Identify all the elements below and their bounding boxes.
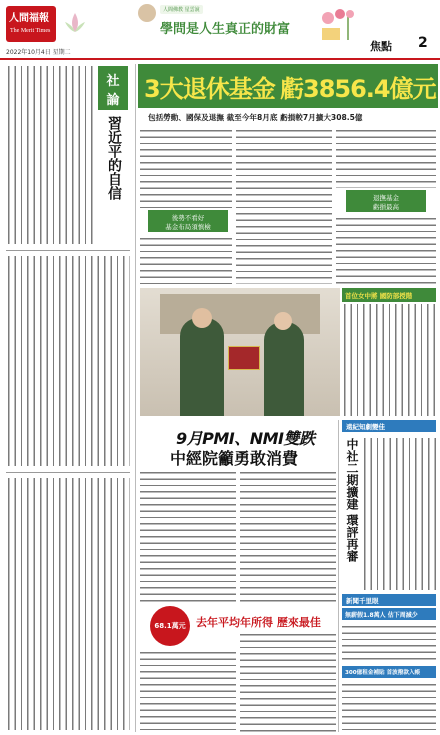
pension-text-col1b — [140, 236, 232, 284]
logo-text: 人間福報 — [9, 13, 49, 24]
issue-date: 2022年10月4日 星期二 — [6, 49, 71, 56]
sidebar-text-2 — [342, 624, 436, 664]
sidebar-box-2 — [342, 594, 436, 606]
income-text-col2 — [240, 632, 336, 732]
pension-subhead3: 退撫基金 — [373, 194, 399, 202]
pension-subhead4: 虧損最高 — [373, 203, 399, 211]
headline-main: 3大退休基金 — [144, 75, 275, 103]
section-name: 焦點 — [370, 40, 392, 53]
logo-english: The Merit Times — [10, 28, 51, 34]
pension-subhead-box2 — [346, 190, 426, 212]
pension-subhead-box — [148, 210, 228, 232]
page-number: 2 — [418, 35, 428, 51]
pmi-subheadline: 中經院籲勇敢消費 — [170, 449, 299, 468]
master-portrait — [138, 4, 156, 22]
certificate — [228, 346, 260, 370]
sidebar-box-1 — [342, 420, 436, 432]
editorial-title: 習近平的自信 — [106, 116, 122, 200]
editorial-tag — [98, 66, 128, 110]
sidebar-text-3 — [342, 682, 436, 732]
sidebar-sub-2 — [342, 608, 436, 620]
editorial-body-top — [6, 66, 96, 244]
income-headline: 去年平均年所得 歷來最佳 — [196, 616, 321, 629]
pmi-text-col2 — [240, 470, 336, 606]
pension-subhead2: 基金布局須慎檢 — [165, 223, 211, 231]
photo-caption: 首位女中將 國防部授階 — [345, 292, 413, 300]
sidebar-title: 中社二期擴建 環評再審 — [345, 438, 359, 563]
pension-text-col1 — [140, 128, 232, 208]
photo-caption-text — [342, 304, 436, 416]
pension-text-col3 — [336, 128, 436, 188]
officer-right-head — [274, 312, 292, 330]
flower-illustration — [318, 4, 362, 42]
editorial-divider-2 — [6, 472, 130, 473]
headline-subtitle: 包括勞動、國保及退撫 截至今年8月底 虧損較7月擴大308.5億 — [148, 113, 363, 122]
sidebar-text-1 — [362, 438, 436, 590]
masthead-rule — [0, 58, 440, 60]
editorial-divider — [6, 250, 130, 251]
editorial-tag-char2: 論 — [106, 93, 120, 108]
sidebar-box-2-title: 新聞千里眼 — [346, 597, 379, 605]
editorial-body-mid — [6, 256, 130, 466]
masthead — [0, 0, 440, 62]
sidebar-sub-3-text: 300億租金補貼 首波撥款入帳 — [345, 670, 421, 676]
pmi-headline: 9月PMI、NMI雙跌 — [176, 429, 315, 448]
main-headline — [138, 64, 438, 108]
pmi-text-col1 — [140, 470, 236, 606]
officer-left — [180, 318, 224, 416]
sidebar-box-1-title: 遠紀知劇變佳 — [346, 423, 385, 431]
editorial-body-bottom — [6, 478, 130, 730]
pension-text-col3b — [336, 216, 436, 284]
column-title: 學問是人生真正的財富 — [160, 22, 291, 37]
income-badge — [150, 606, 190, 646]
editorial-column — [4, 64, 132, 732]
officer-left-head — [192, 308, 212, 328]
pension-subhead1: 後勢不看好 — [171, 214, 205, 222]
sidebar-sub-3 — [342, 666, 436, 678]
headline-highlight: 虧3856.4億元 — [280, 75, 436, 103]
sidebar-sub-2-text: 無薪假1.8萬人 估下周減少 — [345, 612, 418, 619]
pension-text-col2 — [236, 128, 332, 284]
income-badge-value: 68.1萬元 — [154, 622, 186, 630]
ceremony-photo — [140, 288, 340, 416]
income-text-col1 — [140, 650, 236, 732]
editorial-tag-char1: 社 — [106, 74, 120, 89]
column-tag: 人間佛教 星雲說 — [160, 5, 203, 14]
photo-caption-bar — [342, 288, 436, 302]
column-rule-right — [338, 420, 339, 732]
lotus-icon — [62, 10, 88, 36]
column-rule-left — [135, 64, 136, 732]
officer-right — [264, 322, 304, 416]
logo-box — [6, 6, 56, 42]
